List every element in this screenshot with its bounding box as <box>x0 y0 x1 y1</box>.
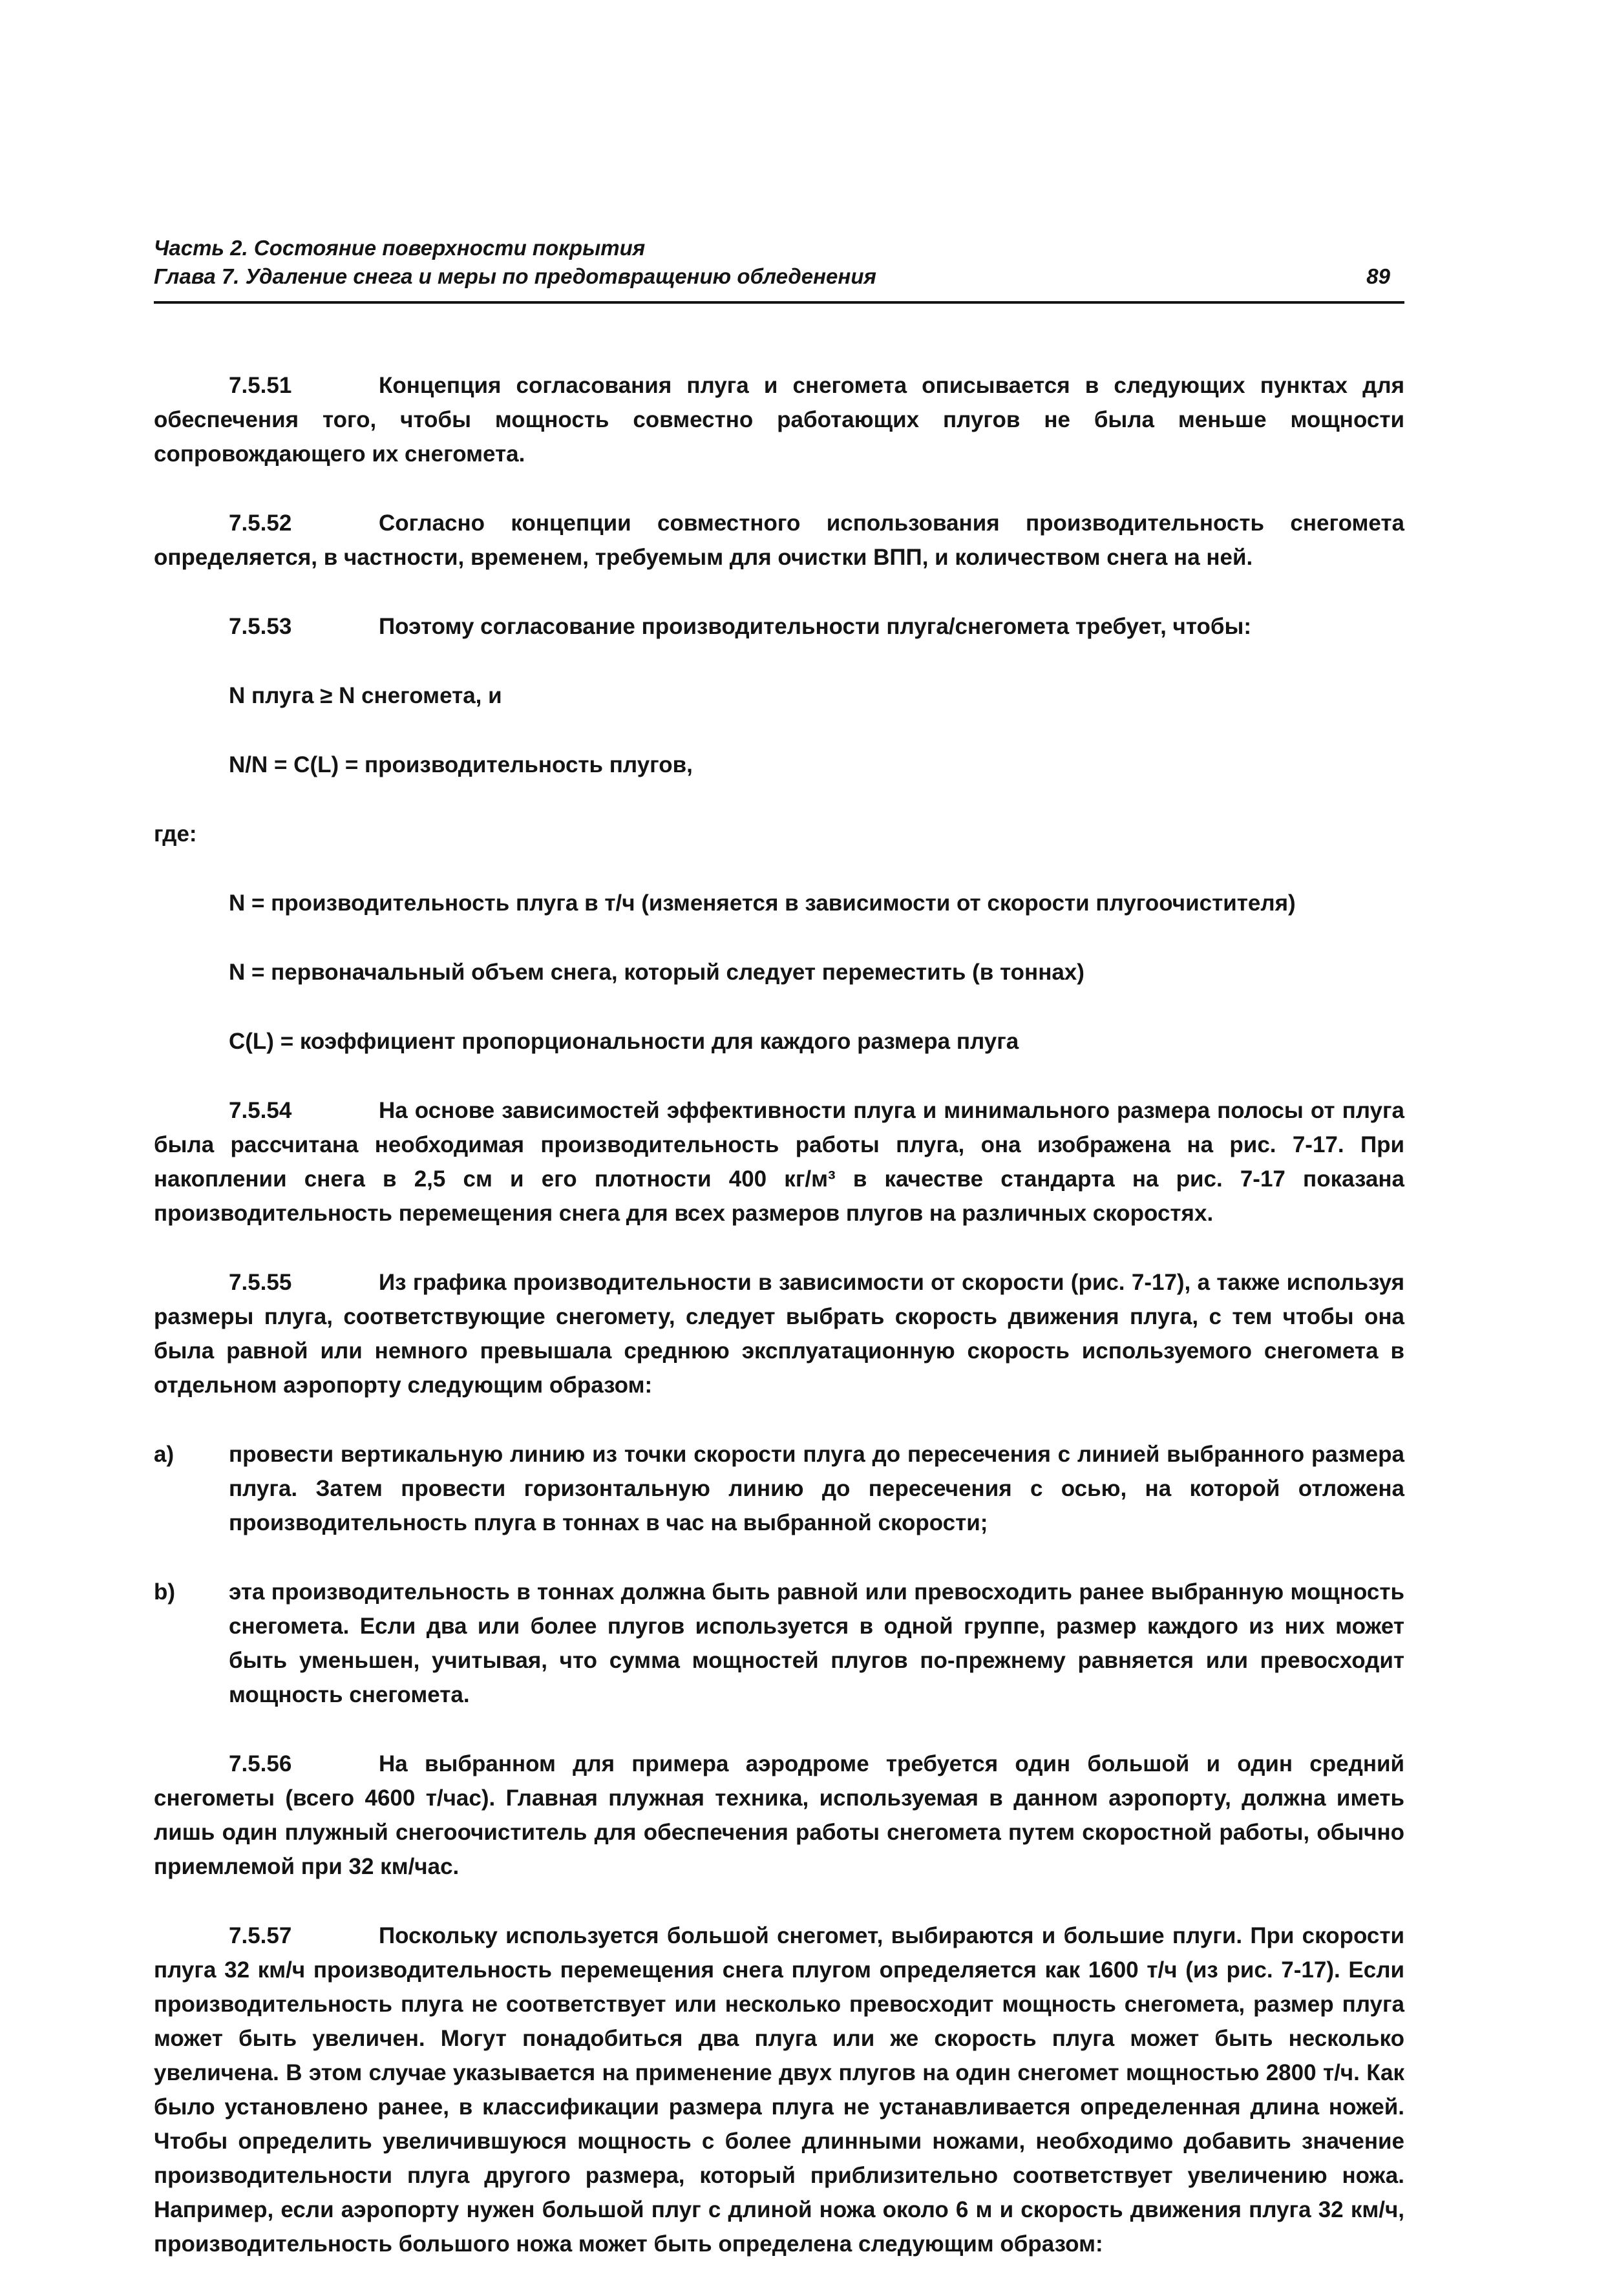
paragraph-number: 7.5.53 <box>229 614 292 639</box>
formula-condition: N плуга ≥ N снегомета, и <box>229 683 502 708</box>
document-body <box>154 368 1404 2296</box>
paragraph-text: Поскольку используется большой снегомет, выбираются и большие плуги. При скорости плуга 32 км/ч производительность перемещения снега плугом определяется как 1600 т/ч (из рис. 7-17). Если производительность плуга не соответствует или несколько превосходит мощность снегомета, размер плуга может быть увеличен. Могут понадобиться два плуга или же скорость плуга может быть несколько увеличена. В этом случае указывается на применение двух плугов на один снегомет мощностью 2800 т/ч. Как было установлено ранее, в классификации размера плуга не устанавливается определенная длина ножей. Чтобы определить увеличившуюся мощность с более длинными ножами, необходимо добавить значение производительности плуга другого размера, который приблизительно соответствует увеличению ножа. Например, если аэропорту нужен большой плуг с длиной ножа около 6 м и скорость движения плуга 32 км/ч, производительность большого ножа может быть определена следующим образом: <box>154 1923 1404 2257</box>
list-marker: b) <box>154 1579 176 1605</box>
paragraph-number: 7.5.51 <box>229 373 292 398</box>
paragraph-number: 7.5.55 <box>229 1270 292 1295</box>
header-part-title: Часть 2. Состояние поверхности покрытия <box>154 236 646 260</box>
list-item-b <box>154 1575 1404 1712</box>
definition-snow-volume: N = первоначальный объем снега, который следует переместить (в тоннах) <box>229 960 1084 985</box>
paragraph-7-5-52 <box>154 506 1404 574</box>
paragraph-text: На выбранном для примера аэродроме требуется один большой и один средний снегометы (всего 4600 т/час). Главная плужная техника, используемая в данном аэропорту, должна иметь лишь один плужный снегоочиститель для обеспечения работы снегомета путем скоростной работы, обычно приемлемой при 32 км/час. <box>154 1751 1404 1879</box>
paragraph-7-5-53 <box>154 609 1404 644</box>
header-rule <box>154 301 1404 304</box>
paragraph-7-5-54 <box>154 1093 1404 1230</box>
definition-coefficient: C(L) = коэффициент пропорциональности для каждого размера плуга <box>229 1029 1019 1054</box>
formula-ratio: N/N = C(L) = производительность плугов, <box>229 752 693 777</box>
list-item-text: эта производительность в тоннах должна быть равной или превосходить ранее выбранную мощность снегомета. Если два или более плугов используется в одной группе, размер каждого из них может быть уменьшен, учитывая, что сумма мощностей плугов по-прежнему равняется или превосходит мощность снегомета. <box>229 1579 1404 1707</box>
list-item-a <box>154 1437 1404 1540</box>
list-marker: a) <box>154 1442 175 1467</box>
paragraph-text: Согласно концепции совместного использования производительность снегомета определяется, в частности, временем, требуемым для очистки ВПП, и количеством снега на ней. <box>154 511 1404 570</box>
paragraph-7-5-51 <box>154 368 1404 471</box>
list-item-text: провести вертикальную линию из точки скорости плуга до пересечения с линией выбранного размера плуга. Затем провести горизонтальную линию до пересечения с осью, на которой отложена производительность плуга в тоннах в час на выбранной скорости; <box>229 1442 1404 1535</box>
paragraph-text: Поэтому согласование производительности плуга/снегомета требует, чтобы: <box>379 614 1252 639</box>
running-header <box>154 234 1404 291</box>
paragraph-7-5-55 <box>154 1265 1404 1402</box>
header-chapter-title: Глава 7. Удаление снега и меры по предотвращению обледенения <box>154 264 876 288</box>
paragraph-number: 7.5.54 <box>229 1098 292 1123</box>
paragraph-7-5-57 <box>154 1919 1404 2261</box>
page-number: 89 <box>1366 264 1390 288</box>
paragraph-text: Концепция согласования плуга и снегомета описывается в следующих пунктах для обеспечения того, чтобы мощность совместно работающих плугов не была меньше мощности сопровождающего их снегомета. <box>154 373 1404 467</box>
paragraph-number: 7.5.57 <box>229 1923 292 1948</box>
paragraph-text: На основе зависимостей эффективности плуга и минимального размера полосы от плуга была рассчитана необходимая производительность работы плуга, она изображена на рис. 7-17. При накоплении снега в 2,5 см и его плотности 400 кг/м³ в качестве стандарта на рис. 7-17 показана производительность перемещения снега для всех размеров плугов на различных скоростях. <box>154 1098 1404 1226</box>
definition-plow-capacity: N = производительность плуга в т/ч (изменяется в зависимости от скорости плугоочистителя) <box>229 890 1296 916</box>
paragraph-text: Из графика производительности в зависимости от скорости (рис. 7-17), а также используя размеры плуга, соответствующие снегомету, следует выбрать скорость движения плуга, с тем чтобы она была равной или немного превышала среднюю эксплуатационную скорость используемого снегомета в отдельном аэропорту следующим образом: <box>154 1270 1404 1398</box>
where-label: где: <box>154 821 197 847</box>
paragraph-number: 7.5.52 <box>229 511 292 536</box>
paragraph-7-5-56 <box>154 1747 1404 1884</box>
paragraph-number: 7.5.56 <box>229 1751 292 1776</box>
